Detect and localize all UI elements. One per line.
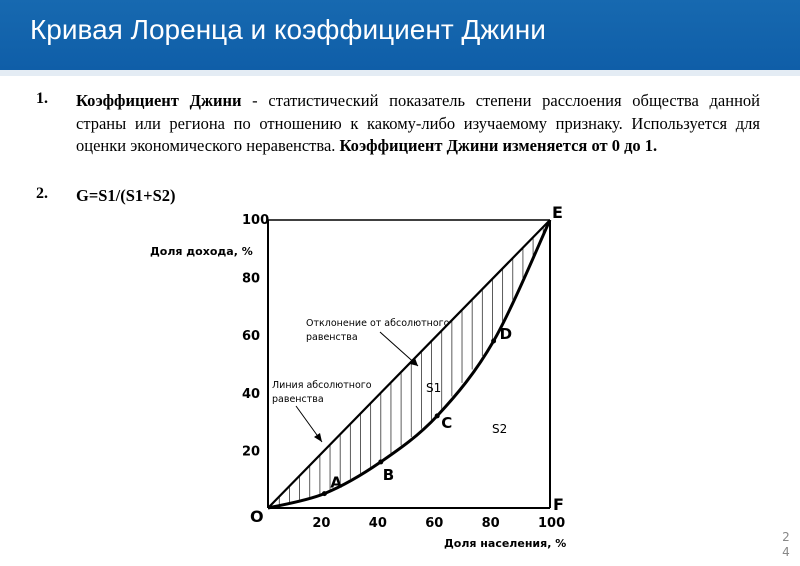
annotation-equality: Линия абсолютного (272, 380, 372, 391)
data-point (435, 413, 440, 418)
gini-formula: G=S1/(S1+S2) (76, 186, 176, 205)
annotation-pointer (380, 332, 418, 366)
y-tick-label: 60 (242, 329, 261, 345)
data-point (491, 338, 496, 343)
term-gini: Коэффициент Джини (76, 91, 242, 110)
x-tick-label: 80 (481, 516, 500, 531)
x-tick-label: 60 (425, 516, 444, 531)
page-number: 24 (782, 530, 790, 559)
series-line-equality (268, 220, 550, 508)
region-label-s2: S2 (492, 422, 508, 436)
list-item-number: 1. (36, 90, 48, 107)
corner-label-f: F (553, 495, 564, 514)
point-label: A (330, 473, 343, 492)
x-axis-title: Доля населения, % (444, 537, 567, 550)
x-tick-label: 40 (368, 516, 387, 531)
point-label: B (382, 465, 395, 484)
y-axis-title: Доля дохода, % (150, 245, 253, 258)
range-note: Коэффициент Джини изменяется от 0 до 1. (339, 136, 658, 155)
annotation-arrowhead (314, 433, 322, 442)
slide-title: Кривая Лоренца и коэффициент Джини (30, 14, 546, 45)
annotation-deviation: Отклонение от абсолютного (306, 318, 450, 329)
y-tick-label: 100 (242, 213, 270, 228)
point-label: D (499, 324, 513, 343)
y-tick-label: 20 (242, 444, 261, 460)
region-label-s1: S1 (426, 381, 442, 395)
y-tick-label: 40 (242, 386, 261, 402)
data-point (378, 459, 383, 464)
corner-label-e: E (552, 203, 563, 222)
annotation-equality: равенства (272, 394, 324, 405)
definition-text: - статистический показатель степени расслоения общества данной страны или региона по отношению к какому-либо изучаемому признаку. Используется для оценки экономического неравенства. (76, 91, 760, 155)
origin-label: O (250, 507, 264, 526)
annotation-deviation: равенства (306, 332, 358, 343)
point-label: C (441, 413, 453, 432)
x-tick-label: 100 (538, 516, 566, 531)
x-tick-label: 20 (312, 516, 331, 531)
y-tick-label: 80 (242, 271, 261, 287)
data-point (322, 491, 327, 496)
list-item-number: 2. (36, 185, 48, 202)
